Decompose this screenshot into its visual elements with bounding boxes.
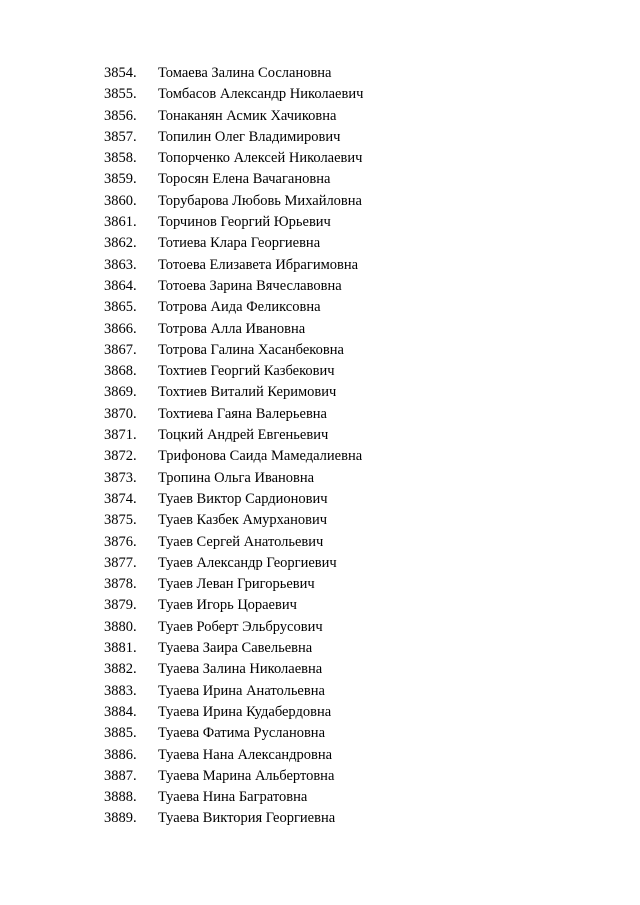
list-item <box>104 681 363 702</box>
numbered-name-list <box>104 63 363 830</box>
entry-name: Туаева Нина Багратовна <box>158 789 308 806</box>
entry-number: 3860. <box>104 192 137 209</box>
entry-name: Топилин Олег Владимирович <box>158 128 341 145</box>
entry-number: 3885. <box>104 725 137 742</box>
list-item <box>104 659 363 680</box>
list-item <box>104 510 363 531</box>
list-item <box>104 340 363 361</box>
entry-name: Томаева Залина Сослановна <box>158 65 332 81</box>
entry-number: 3855. <box>104 86 137 103</box>
entry-name: Тотоева Зарина Вячеславовна <box>158 277 342 294</box>
entry-number: 3867. <box>104 341 137 358</box>
entry-name: Тотоева Елизавета Ибрагимовна <box>158 256 359 273</box>
list-item <box>104 255 363 276</box>
entry-name: Туаев Роберт Эльбрусович <box>158 618 323 635</box>
list-item <box>104 233 363 254</box>
list-item <box>104 617 363 638</box>
list-item <box>104 63 363 84</box>
entry-number: 3862. <box>104 235 137 252</box>
entry-number: 3854. <box>104 65 137 81</box>
list-item <box>104 489 363 510</box>
entry-name: Туаев Сергей Анатольевич <box>158 533 324 550</box>
list-item <box>104 766 363 787</box>
entry-name: Туаев Игорь Цораевич <box>158 597 297 614</box>
entry-name: Тоцкий Андрей Евгеньевич <box>158 427 329 444</box>
entry-number: 3864. <box>104 277 137 294</box>
list-item <box>104 553 363 574</box>
list-item <box>104 404 363 425</box>
entry-number: 3874. <box>104 490 137 507</box>
entry-name: Туаев Казбек Амурханович <box>158 512 328 529</box>
entry-name: Туаева Виктория Георгиевна <box>158 810 336 827</box>
entry-name: Туаев Леван Григорьевич <box>158 576 315 593</box>
entry-number: 3859. <box>104 171 137 188</box>
list-item <box>104 723 363 744</box>
entry-name: Туаева Залина Николаевна <box>158 661 323 678</box>
list-item <box>104 532 363 553</box>
entry-number: 3889. <box>104 810 137 827</box>
entry-number: 3879. <box>104 597 137 614</box>
list-item <box>104 638 363 659</box>
list-item <box>104 191 363 212</box>
entry-number: 3886. <box>104 746 137 763</box>
entry-name: Торчинов Георгий Юрьевич <box>158 214 331 231</box>
list-item <box>104 276 363 297</box>
entry-name: Тотиева Клара Георгиевна <box>158 235 321 252</box>
entry-number: 3861. <box>104 214 137 231</box>
entry-name: Тохтиев Георгий Казбекович <box>158 363 335 380</box>
entry-name: Тотрова Аида Феликсовна <box>158 299 321 316</box>
entry-name: Туаева Нана Александровна <box>158 746 333 763</box>
entry-name: Туаева Заира Савельевна <box>158 640 313 657</box>
entry-number: 3868. <box>104 363 137 380</box>
entry-name: Тохтиева Гаяна Валерьевна <box>158 405 327 422</box>
entry-name: Тонаканян Асмик Хачиковна <box>158 107 337 124</box>
entry-name: Тропина Ольга Ивановна <box>158 469 315 486</box>
list-item <box>104 574 363 595</box>
entry-number: 3869. <box>104 384 137 401</box>
list-item <box>104 169 363 190</box>
entry-number: 3888. <box>104 789 137 806</box>
entry-name: Туаев Виктор Сардионович <box>158 490 328 507</box>
entry-number: 3856. <box>104 107 137 124</box>
list-item <box>104 745 363 766</box>
list-item <box>104 446 363 467</box>
entry-number: 3880. <box>104 618 137 635</box>
entry-name: Торосян Елена Вачагановна <box>158 171 331 188</box>
list-item <box>104 127 363 148</box>
entry-name: Трифонова Саида Мамедалиевна <box>158 448 363 465</box>
list-item <box>104 468 363 489</box>
entry-number: 3866. <box>104 320 137 337</box>
entry-number: 3872. <box>104 448 137 465</box>
entry-number: 3878. <box>104 576 137 593</box>
entry-number: 3871. <box>104 427 137 444</box>
entry-name: Топорченко Алексей Николаевич <box>158 150 363 167</box>
list-item <box>104 212 363 233</box>
entry-name: Томбасов Александр Николаевич <box>158 86 364 103</box>
list-item <box>104 425 363 446</box>
entry-number: 3870. <box>104 405 137 422</box>
entry-number: 3875. <box>104 512 137 529</box>
list-item <box>104 148 363 169</box>
entry-name: Туаева Ирина Кудабердовна <box>158 703 332 720</box>
entry-number: 3877. <box>104 554 137 571</box>
entry-number: 3865. <box>104 299 137 316</box>
entry-name: Торубарова Любовь Михайловна <box>158 192 362 209</box>
list-item <box>104 84 363 105</box>
list-item <box>104 319 363 340</box>
entry-name: Туаева Ирина Анатольевна <box>158 682 325 699</box>
entry-number: 3883. <box>104 682 137 699</box>
list-item <box>104 595 363 616</box>
list-item <box>104 106 363 127</box>
entry-number: 3887. <box>104 767 137 784</box>
entry-name: Туаева Фатима Руслановна <box>158 725 326 742</box>
entry-number: 3882. <box>104 661 137 678</box>
list-item <box>104 361 363 382</box>
entry-number: 3858. <box>104 150 137 167</box>
entry-number: 3881. <box>104 640 137 657</box>
list-item <box>104 382 363 403</box>
entry-name: Тотрова Галина Хасанбековна <box>158 341 344 358</box>
entry-number: 3857. <box>104 128 137 145</box>
entry-number: 3863. <box>104 256 137 273</box>
list-item <box>104 297 363 318</box>
entry-number: 3873. <box>104 469 137 486</box>
entry-number: 3876. <box>104 533 137 550</box>
list-item <box>104 808 363 829</box>
entry-name: Туаев Александр Георгиевич <box>158 554 337 571</box>
list-item <box>104 702 363 723</box>
entry-name: Тохтиев Виталий Керимович <box>158 384 337 401</box>
entry-name: Тотрова Алла Ивановна <box>158 320 306 337</box>
entry-name: Туаева Марина Альбертовна <box>158 767 335 784</box>
list-item <box>104 787 363 808</box>
entry-number: 3884. <box>104 703 137 720</box>
